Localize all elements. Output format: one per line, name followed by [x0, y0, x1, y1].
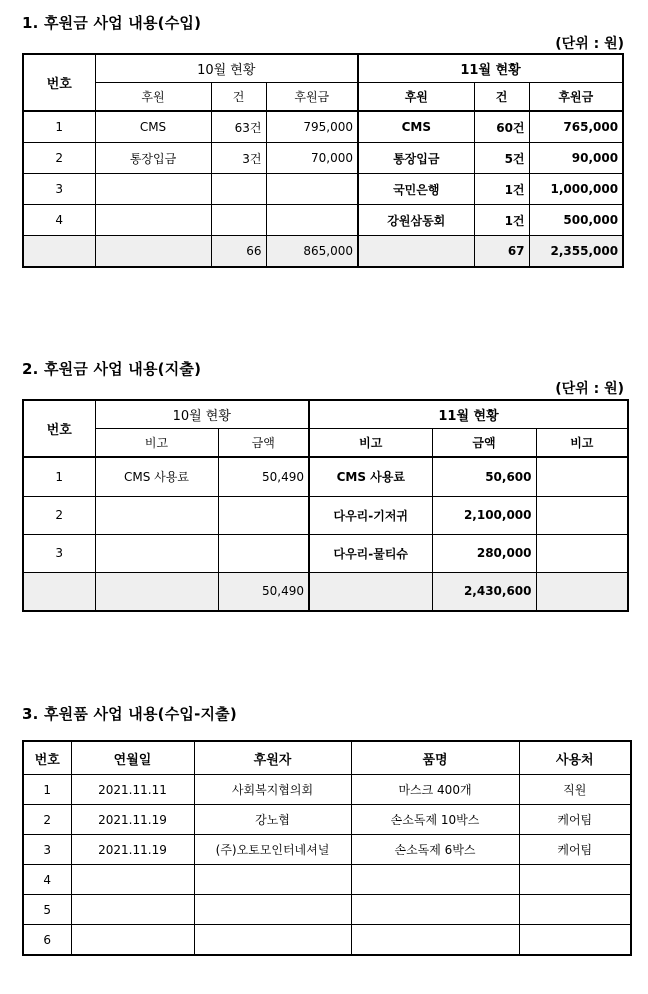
oct-count: 63건: [211, 111, 266, 143]
row-item: [351, 895, 519, 925]
row-no: 2: [23, 496, 95, 534]
oct-donor: CMS: [95, 111, 211, 143]
row-no: 2: [23, 805, 71, 835]
nov-note2: [536, 534, 628, 572]
total-row: [23, 572, 628, 611]
row-used-by: 직원: [519, 775, 631, 805]
table-row: [23, 174, 623, 205]
col-header-no: 번호: [23, 400, 95, 457]
total-oct-donor-cell: [95, 236, 211, 268]
row-item: 마스크 400개: [351, 775, 519, 805]
nov-header: 11월 현황: [309, 400, 628, 429]
income-table: [22, 53, 624, 268]
nov-amount-header: 금액: [432, 429, 536, 458]
oct-note: [95, 496, 218, 534]
row-used-by: [519, 865, 631, 895]
oct-count: [211, 174, 266, 205]
table-row: [23, 143, 623, 174]
table-row: [23, 775, 631, 805]
total-oct-amount: 50,490: [218, 572, 309, 611]
total-row: [23, 236, 623, 268]
oct-header: 10월 현황: [95, 400, 309, 429]
goods-table: [22, 740, 632, 956]
nov-amount: 50,600: [432, 457, 536, 496]
oct-amount: 70,000: [266, 143, 358, 174]
nov-note2: [536, 457, 628, 496]
row-no: 4: [23, 205, 95, 236]
nov-note2: [536, 496, 628, 534]
row-no: 1: [23, 457, 95, 496]
total-nov-note2-cell: [536, 572, 628, 611]
nov-donor: 통장입금: [358, 143, 474, 174]
total-oct-count: 66: [211, 236, 266, 268]
nov-note2-header: 비고: [536, 429, 628, 458]
oct-amount: [218, 534, 309, 572]
row-no: 3: [23, 835, 71, 865]
row-no: 1: [23, 775, 71, 805]
table-row: [23, 865, 631, 895]
oct-donor: [95, 174, 211, 205]
row-donor: [194, 925, 351, 956]
table-row: [23, 835, 631, 865]
row-donor: [194, 865, 351, 895]
nov-amount: 500,000: [529, 205, 623, 236]
row-donor: 사회복지협의회: [194, 775, 351, 805]
nov-donor: CMS: [358, 111, 474, 143]
row-used-by: 케어팀: [519, 805, 631, 835]
total-nov-count: 67: [474, 236, 529, 268]
row-no: 6: [23, 925, 71, 956]
table-row: [23, 205, 623, 236]
nov-note: CMS 사용료: [309, 457, 432, 496]
row-date: 2021.11.19: [71, 805, 194, 835]
nov-count-header: 건: [474, 83, 529, 112]
oct-amount-header: 금액: [218, 429, 309, 458]
oct-count: [211, 205, 266, 236]
table-row: [23, 111, 623, 143]
oct-donor-header: 후원: [95, 83, 211, 112]
nov-note: 다우리-기저귀: [309, 496, 432, 534]
row-item: 손소독제 6박스: [351, 835, 519, 865]
expense-table: [22, 399, 629, 612]
oct-donor: 통장입금: [95, 143, 211, 174]
nov-amount: 90,000: [529, 143, 623, 174]
total-nov-amount: 2,355,000: [529, 236, 623, 268]
nov-amount: 280,000: [432, 534, 536, 572]
nov-note: 다우리-물티슈: [309, 534, 432, 572]
oct-donor: [95, 205, 211, 236]
table-row: [23, 457, 628, 496]
col-header-no: 번호: [23, 54, 95, 111]
row-no: 3: [23, 174, 95, 205]
oct-count-header: 건: [211, 83, 266, 112]
row-donor: 강노협: [194, 805, 351, 835]
row-no: 1: [23, 111, 95, 143]
table-row: [23, 805, 631, 835]
row-date: [71, 865, 194, 895]
row-item: [351, 925, 519, 956]
section2-unit: (단위 : 원): [555, 381, 624, 397]
nov-donor: 강원삼동회: [358, 205, 474, 236]
oct-amount: 50,490: [218, 457, 309, 496]
row-date: 2021.11.19: [71, 835, 194, 865]
section2-title: 2. 후원금 사업 내용(지출): [22, 360, 202, 378]
total-no-cell: [23, 572, 95, 611]
oct-note: CMS 사용료: [95, 457, 218, 496]
section3-title: 3. 후원품 사업 내용(수입-지출): [22, 705, 237, 723]
row-no: 4: [23, 865, 71, 895]
nov-donor: 국민은행: [358, 174, 474, 205]
total-no-cell: [23, 236, 95, 268]
oct-note-header: 비고: [95, 429, 218, 458]
nov-amount: 765,000: [529, 111, 623, 143]
col-header-date: 연월일: [71, 741, 194, 775]
total-oct-note-cell: [95, 572, 218, 611]
row-item: 손소독제 10박스: [351, 805, 519, 835]
nov-donor-header: 후원: [358, 83, 474, 112]
nov-amount-header: 후원금: [529, 83, 623, 112]
section1-unit: (단위 : 원): [555, 36, 624, 52]
section1-title: 1. 후원금 사업 내용(수입): [22, 14, 202, 32]
nov-count: 5건: [474, 143, 529, 174]
row-item: [351, 865, 519, 895]
row-donor: (주)오토모인터네셔널: [194, 835, 351, 865]
row-no: 5: [23, 895, 71, 925]
total-oct-amount: 865,000: [266, 236, 358, 268]
oct-note: [95, 534, 218, 572]
row-no: 3: [23, 534, 95, 572]
nov-note-header: 비고: [309, 429, 432, 458]
col-header-donor: 후원자: [194, 741, 351, 775]
oct-amount: 795,000: [266, 111, 358, 143]
col-header-no: 번호: [23, 741, 71, 775]
row-no: 2: [23, 143, 95, 174]
oct-amount: [266, 205, 358, 236]
nov-count: 1건: [474, 174, 529, 205]
oct-amount: [266, 174, 358, 205]
row-date: 2021.11.11: [71, 775, 194, 805]
table-row: [23, 496, 628, 534]
oct-amount-header: 후원금: [266, 83, 358, 112]
row-date: [71, 925, 194, 956]
nov-count: 1건: [474, 205, 529, 236]
row-used-by: 케어팀: [519, 835, 631, 865]
row-used-by: [519, 895, 631, 925]
col-header-used-by: 사용처: [519, 741, 631, 775]
row-date: [71, 895, 194, 925]
row-used-by: [519, 925, 631, 956]
table-row: [23, 534, 628, 572]
oct-header: 10월 현황: [95, 54, 358, 83]
nov-amount: 1,000,000: [529, 174, 623, 205]
total-nov-amount: 2,430,600: [432, 572, 536, 611]
total-nov-donor-cell: [358, 236, 474, 268]
row-donor: [194, 895, 351, 925]
nov-amount: 2,100,000: [432, 496, 536, 534]
nov-header: 11월 현황: [358, 54, 623, 83]
col-header-item: 품명: [351, 741, 519, 775]
oct-amount: [218, 496, 309, 534]
nov-count: 60건: [474, 111, 529, 143]
table-row: [23, 925, 631, 956]
table-row: [23, 895, 631, 925]
total-nov-note-cell: [309, 572, 432, 611]
oct-count: 3건: [211, 143, 266, 174]
